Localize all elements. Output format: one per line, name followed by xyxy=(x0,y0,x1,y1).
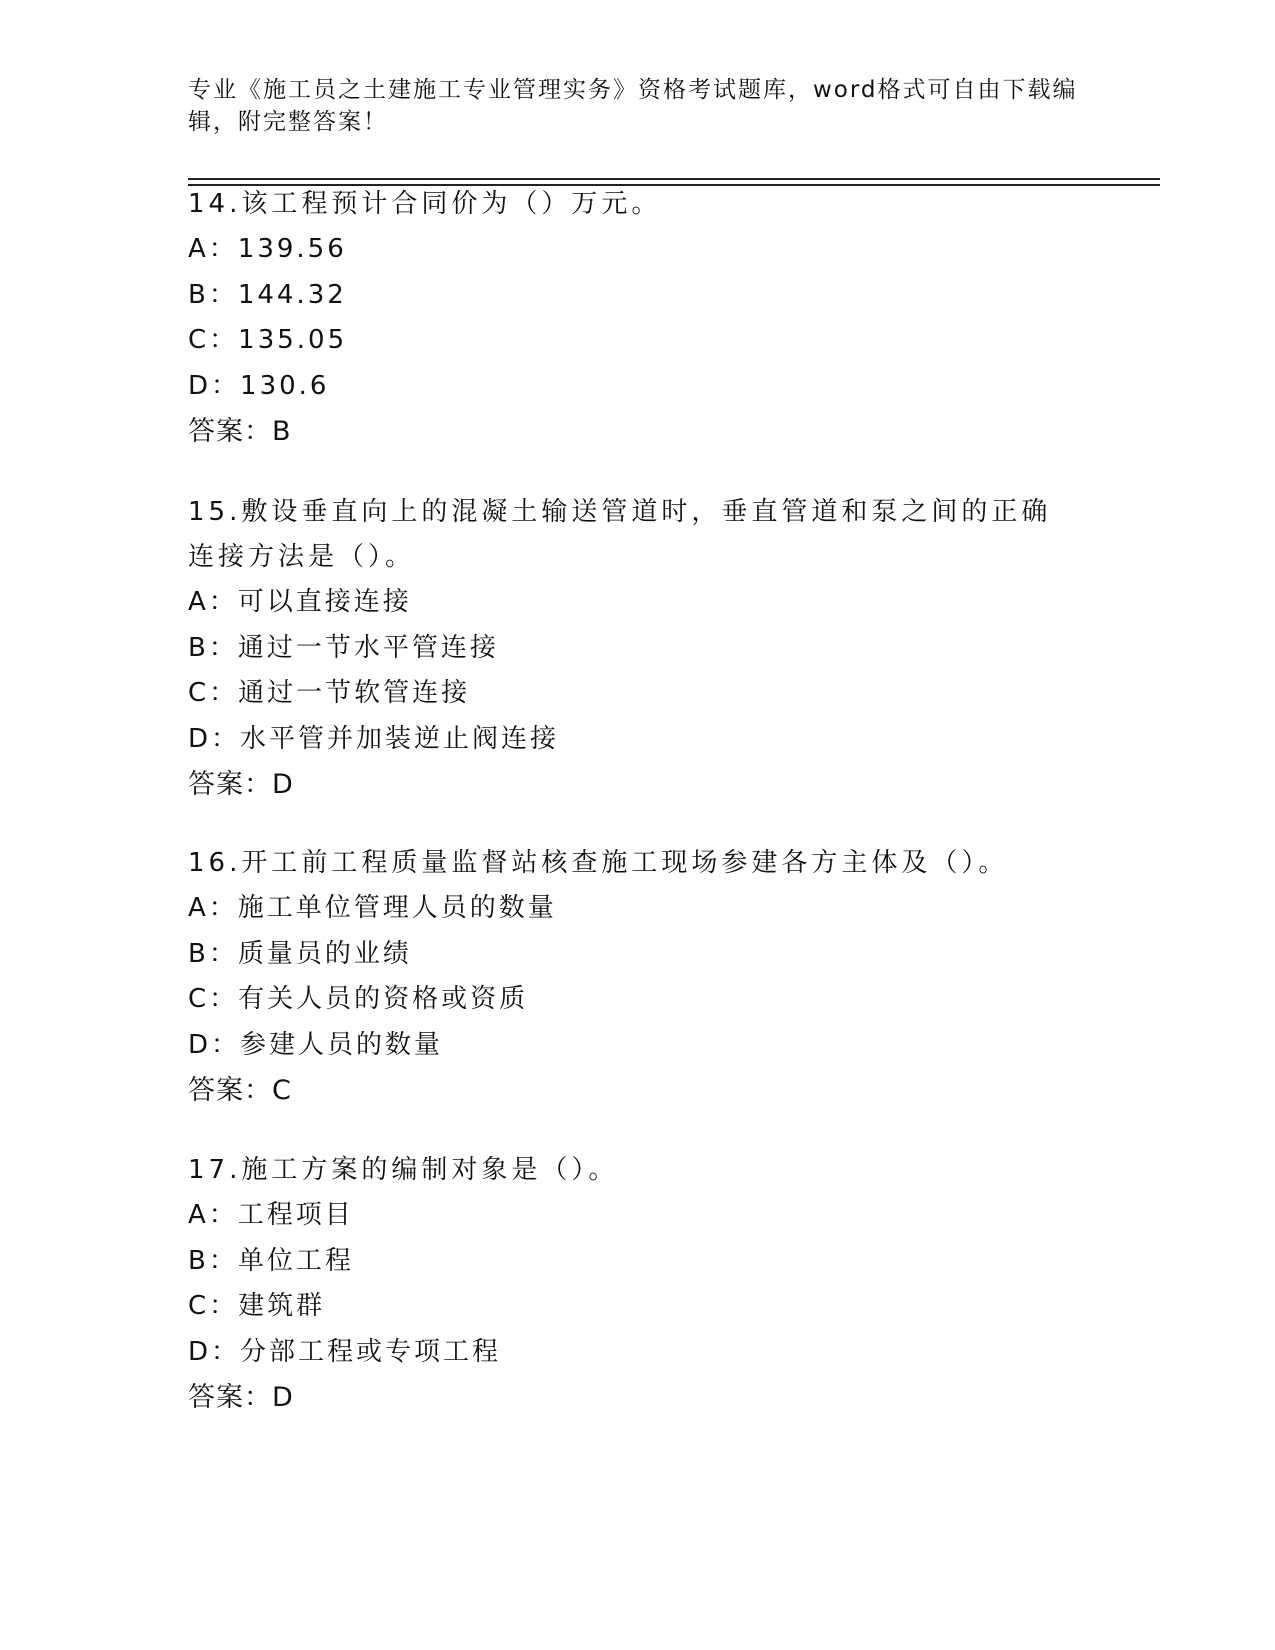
option-d: D：参建人员的数量 xyxy=(188,1029,444,1060)
document-header-intro: 专业《施工员之土建施工专业管理实务》资格考试题库，word格式可自由下载编辑，附完整答案！ xyxy=(188,77,1078,135)
answer-label: 答案：B xyxy=(188,416,292,447)
option-a: A：施工单位管理人员的数量 xyxy=(188,893,557,923)
answer-label: 答案：D xyxy=(188,1382,294,1413)
question-16 xyxy=(188,841,1088,1113)
option-c: C：有关人员的资格或资质 xyxy=(188,984,529,1014)
question-stem: 14.该工程预计合同价为（）万元。 xyxy=(188,189,662,219)
question-17 xyxy=(188,1148,1088,1420)
option-d: D：水平管并加装逆止阀连接 xyxy=(188,723,560,754)
option-b: B：144.32 xyxy=(188,279,347,310)
option-b: B：通过一节水平管连接 xyxy=(188,632,499,663)
option-d: D：分部工程或专项工程 xyxy=(188,1336,502,1367)
option-c: C：135.05 xyxy=(188,325,348,355)
option-a: A：工程项目 xyxy=(188,1200,354,1230)
answer-label: 答案：C xyxy=(188,1075,292,1106)
question-stem: 15.敷设垂直向上的混凝土输送管道时，垂直管道和泵之间的正确连接方法是（）。 xyxy=(188,497,1052,572)
option-b: B：质量员的业绩 xyxy=(188,938,412,969)
question-14 xyxy=(188,182,1088,454)
question-15 xyxy=(188,490,1068,807)
option-a: A：可以直接连接 xyxy=(188,587,412,617)
answer-label: 答案：D xyxy=(188,769,294,800)
question-stem: 17.施工方案的编制对象是（）。 xyxy=(188,1155,619,1185)
option-b: B：单位工程 xyxy=(188,1245,354,1276)
option-c: C：通过一节软管连接 xyxy=(188,678,471,708)
question-stem: 16.开工前工程质量监督站核查施工现场参建各方主体及（）。 xyxy=(188,848,1009,878)
option-a: A：139.56 xyxy=(188,234,347,264)
option-c: C：建筑群 xyxy=(188,1291,326,1321)
option-d: D：130.6 xyxy=(188,370,330,401)
header-divider-top xyxy=(188,178,1160,180)
